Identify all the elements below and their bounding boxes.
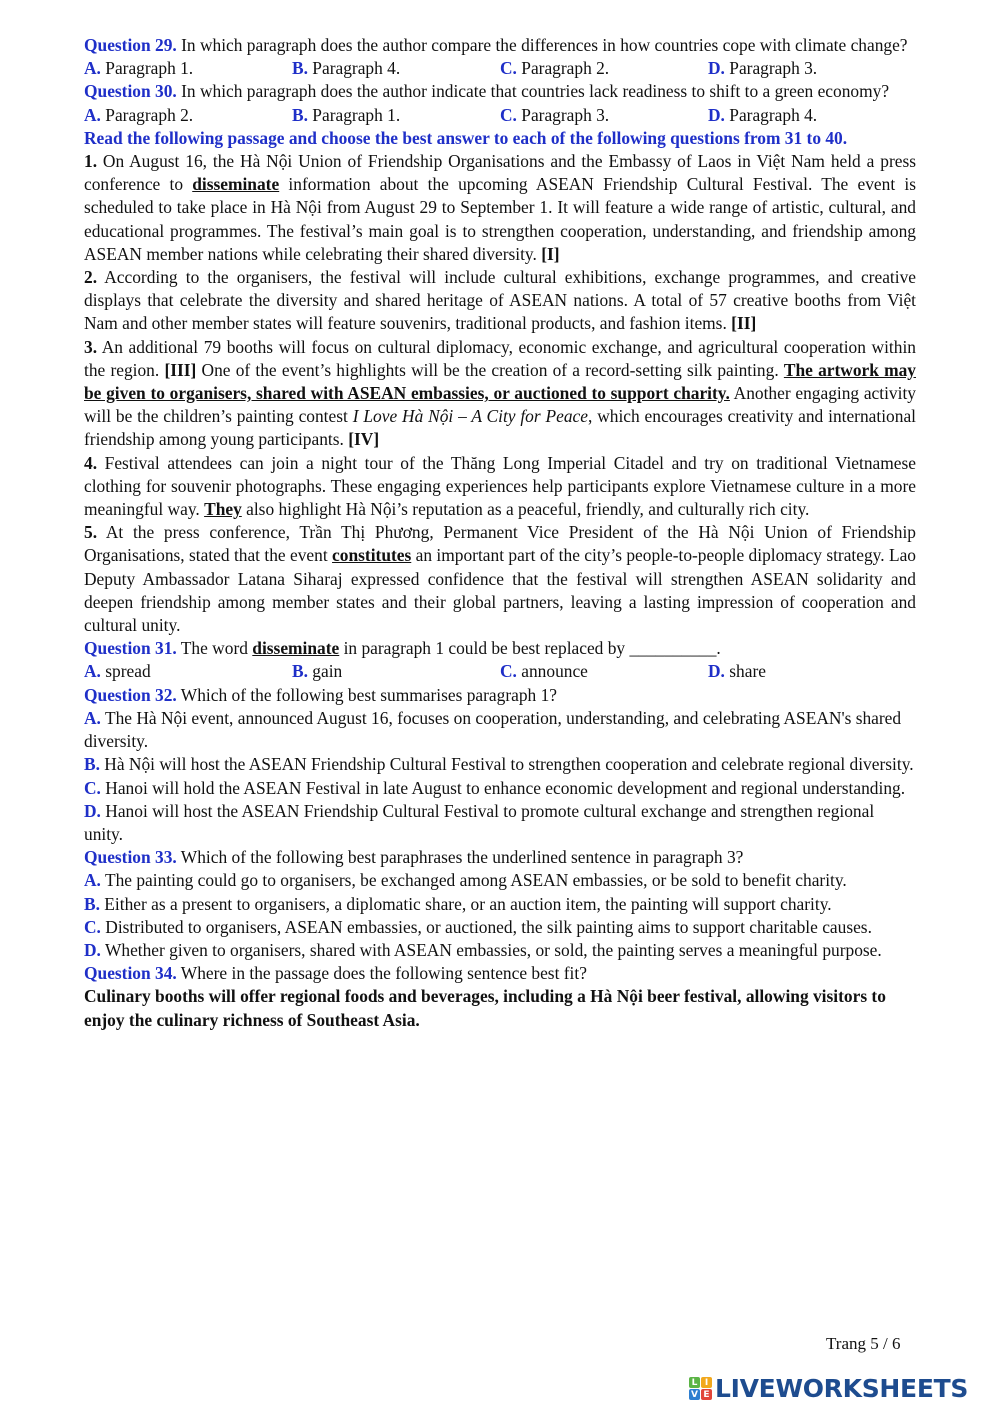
paragraph-text: information about the upcoming ASEAN Friendship Cultural Festival. The event is scheduled to take place in Hà Nội from August 29 to September 1. It will feature a wide range of artistic, cultural, and educational programmes. The festival’s main goal is to strengthen cooperation, understanding, and friendship among ASEAN member nations while celebrating their shared diversity. bbox=[84, 174, 916, 264]
option-letter: D. bbox=[84, 939, 101, 960]
option-letter: B. bbox=[292, 58, 308, 79]
paragraph-number: 5. bbox=[84, 522, 98, 543]
question-label: Question 34. bbox=[84, 963, 177, 984]
question-text: The word bbox=[176, 638, 253, 659]
option-letter: A. bbox=[84, 870, 101, 891]
logo-letter-i: I bbox=[701, 1377, 712, 1388]
page-number: Trang 5 / 6 bbox=[826, 1334, 901, 1353]
option-b[interactable] bbox=[292, 57, 500, 80]
option-letter: C. bbox=[500, 104, 517, 125]
option-text: Paragraph 3. bbox=[724, 58, 818, 79]
option-a[interactable] bbox=[84, 104, 292, 127]
passage-paragraph-3 bbox=[84, 336, 916, 452]
option-a[interactable] bbox=[84, 660, 292, 683]
insertion-marker: [III] bbox=[164, 359, 197, 380]
underlined-word: disseminate bbox=[192, 174, 280, 195]
option-a[interactable] bbox=[84, 707, 916, 753]
underlined-sentence: The artwork may be given to organisers, shared with ASEAN embassies, or auctioned to support charity. bbox=[84, 359, 916, 404]
question-31-options bbox=[84, 660, 916, 683]
option-letter: B. bbox=[84, 893, 100, 914]
option-text: share bbox=[724, 661, 766, 682]
paragraph-text: An additional 79 booths will focus on cultural diplomacy, economic exchange, and agricultural cooperation within the region. bbox=[84, 336, 916, 380]
option-text: Whether given to organisers, shared with ASEAN embassies, or sold, the painting serves a meaningful purpose. bbox=[100, 939, 882, 960]
option-d[interactable] bbox=[708, 660, 916, 683]
option-c[interactable] bbox=[500, 104, 708, 127]
option-letter: C. bbox=[84, 777, 101, 798]
live-grid-icon bbox=[689, 1377, 712, 1400]
option-letter: A. bbox=[84, 58, 101, 79]
insertion-marker: [I] bbox=[541, 243, 560, 264]
logo-letter-e: E bbox=[701, 1389, 712, 1400]
paragraph-number: 2. bbox=[84, 267, 98, 288]
option-d[interactable] bbox=[708, 57, 916, 80]
worksheet-page bbox=[84, 34, 916, 1032]
insertion-marker: [II] bbox=[731, 313, 757, 334]
logo-letter-v: V bbox=[689, 1389, 700, 1400]
option-text: announce bbox=[516, 661, 588, 682]
question-text: Where in the passage does the following sentence best fit? bbox=[176, 963, 587, 984]
option-d[interactable] bbox=[708, 104, 916, 127]
paragraph-text: At the press conference, Trần Thị Phương, Permanent Vice President of the Hà Nội Union of Friendship Organisations, stated that the event bbox=[84, 522, 916, 566]
option-a[interactable] bbox=[84, 57, 292, 80]
paragraph-number: 4. bbox=[84, 452, 98, 473]
option-letter: D. bbox=[708, 661, 725, 682]
option-text: Paragraph 2. bbox=[516, 58, 610, 79]
option-text: Paragraph 4. bbox=[724, 104, 818, 125]
option-text: Paragraph 1. bbox=[100, 58, 194, 79]
option-letter: A. bbox=[84, 104, 101, 125]
option-b[interactable] bbox=[292, 660, 500, 683]
option-letter: B. bbox=[84, 754, 100, 775]
paragraph-text: also highlight Hà Nội’s reputation as a peaceful, friendly, and culturally rich city. bbox=[241, 499, 810, 520]
liveworksheets-logo[interactable] bbox=[689, 1374, 968, 1403]
paragraph-text: On August 16, the Hà Nội Union of Friendship Organisations and the Embassy of Laos in Việt Nam held a press conference to bbox=[84, 151, 916, 195]
passage-paragraph-4 bbox=[84, 452, 916, 522]
question-30-options bbox=[84, 104, 916, 127]
option-letter: B. bbox=[292, 104, 308, 125]
passage-paragraph-5 bbox=[84, 521, 916, 637]
question-29-options bbox=[84, 57, 916, 80]
option-text: Distributed to organisers, ASEAN embassies, or auctioned, the silk painting aims to support charitable causes. bbox=[100, 916, 872, 937]
question-text: Which of the following best paraphrases the underlined sentence in paragraph 3? bbox=[176, 847, 744, 868]
option-text: gain bbox=[307, 661, 343, 682]
option-letter: C. bbox=[84, 916, 101, 937]
paragraph-number: 3. bbox=[84, 336, 98, 357]
option-c[interactable] bbox=[84, 777, 916, 800]
paragraph-text: Another engaging activity will be the children’s painting contest bbox=[84, 383, 916, 427]
option-c[interactable] bbox=[500, 660, 708, 683]
option-c[interactable] bbox=[500, 57, 708, 80]
option-text: Paragraph 2. bbox=[100, 104, 194, 125]
paragraph-text: One of the event’s highlights will be the creation of a record-setting silk painting. bbox=[196, 359, 784, 380]
paragraph-text: According to the organisers, the festival will include cultural exhibitions, exchange programmes, and creative displays that celebrate the diversity and shared heritage of ASEAN nations. A total of 57 creative booths from Việt Nam and other member states will feature souvenirs, traditional products, and fashion items. bbox=[84, 267, 916, 334]
paragraph-text: , which encourages creativity and international friendship among young participants. bbox=[84, 406, 916, 450]
question-31 bbox=[84, 637, 916, 660]
option-letter: C. bbox=[500, 661, 517, 682]
passage-paragraph-2 bbox=[84, 266, 916, 336]
option-text: Hanoi will hold the ASEAN Festival in late August to enhance economic development and regional understanding. bbox=[100, 777, 906, 798]
paragraph-text: Festival attendees can join a night tour of the Thăng Long Imperial Citadel and try on traditional Vietnamese clothing for souvenir photographs. These engaging experiences help participants explore Vietnamese culture in a more meaningful way. bbox=[84, 452, 916, 520]
option-letter: A. bbox=[84, 707, 101, 728]
question-29 bbox=[84, 34, 916, 57]
question-label: Question 31. bbox=[84, 638, 177, 659]
underlined-word: disseminate bbox=[252, 638, 340, 659]
option-letter: D. bbox=[708, 104, 725, 125]
option-d[interactable] bbox=[84, 800, 916, 846]
option-b[interactable] bbox=[84, 753, 916, 776]
insert-sentence: Culinary booths will offer regional foods and beverages, including a Hà Nội beer festival, allowing visitors to enjoy the culinary richness of Southeast Asia. bbox=[84, 986, 886, 1030]
question-33 bbox=[84, 846, 916, 869]
question-label: Question 30. bbox=[84, 81, 177, 102]
logo-wordmark: LIVEWORKSHEETS bbox=[715, 1374, 969, 1403]
option-a[interactable] bbox=[84, 869, 916, 892]
insertion-marker: [IV] bbox=[348, 429, 380, 450]
option-b[interactable] bbox=[292, 104, 500, 127]
option-letter: C. bbox=[500, 58, 517, 79]
option-text: Hanoi will host the ASEAN Friendship Cultural Festival to promote cultural exchange and strengthen regional unity. bbox=[84, 800, 875, 844]
question-text: in paragraph 1 could be best replaced by __________. bbox=[339, 638, 721, 659]
question-text: In which paragraph does the author compare the differences in how countries cope with climate change? bbox=[176, 35, 908, 55]
question-30 bbox=[84, 80, 916, 103]
underlined-word: They bbox=[204, 499, 242, 520]
option-c[interactable] bbox=[84, 916, 916, 939]
option-text: The Hà Nội event, announced August 16, focuses on cooperation, understanding, and celebrating ASEAN's shared diversity. bbox=[84, 707, 902, 752]
option-text: Hà Nội will host the ASEAN Friendship Cultural Festival to strengthen cooperation and celebrate regional diversity. bbox=[99, 754, 914, 775]
question-34 bbox=[84, 962, 916, 985]
question-label: Question 29. bbox=[84, 35, 177, 55]
passage-paragraph-1 bbox=[84, 150, 916, 266]
logo-letter-l: L bbox=[689, 1377, 700, 1388]
option-b[interactable] bbox=[84, 893, 916, 916]
question-text: In which paragraph does the author indicate that countries lack readiness to shift to a green economy? bbox=[176, 81, 890, 102]
option-text: The painting could go to organisers, be exchanged among ASEAN embassies, or be sold to benefit charity. bbox=[100, 870, 847, 891]
option-text: Either as a present to organisers, a diplomatic share, or an auction item, the painting will support charity. bbox=[99, 893, 832, 914]
question-label: Question 32. bbox=[84, 684, 177, 705]
option-letter: D. bbox=[84, 800, 101, 821]
question-text: Which of the following best summarises paragraph 1? bbox=[176, 684, 558, 705]
paragraph-number: 1. bbox=[84, 151, 98, 172]
option-letter: A. bbox=[84, 661, 101, 682]
underlined-word: constitutes bbox=[332, 545, 412, 566]
option-text: Paragraph 4. bbox=[307, 58, 401, 79]
paragraph-text: an important part of the city’s people-to-people diplomacy strategy. Lao Deputy Ambassador Latana Siharaj expressed confidence that the festival will strengthen ASEAN solidarity and deepen friendship among member states and their global partners, leaving a lasting impression of cooperation and cultural unity. bbox=[84, 545, 916, 636]
section-instruction: Read the following passage and choose the best answer to each of the following questions from 31 to 40. bbox=[84, 127, 848, 148]
contest-title: I Love Hà Nội – A City for Peace bbox=[352, 406, 588, 427]
option-text: Paragraph 3. bbox=[516, 104, 610, 125]
question-32 bbox=[84, 684, 916, 707]
option-text: spread bbox=[100, 661, 151, 682]
question-label: Question 33. bbox=[84, 847, 177, 868]
option-text: Paragraph 1. bbox=[307, 104, 401, 125]
option-letter: B. bbox=[292, 661, 308, 682]
option-d[interactable] bbox=[84, 939, 916, 962]
option-letter: D. bbox=[708, 58, 725, 79]
